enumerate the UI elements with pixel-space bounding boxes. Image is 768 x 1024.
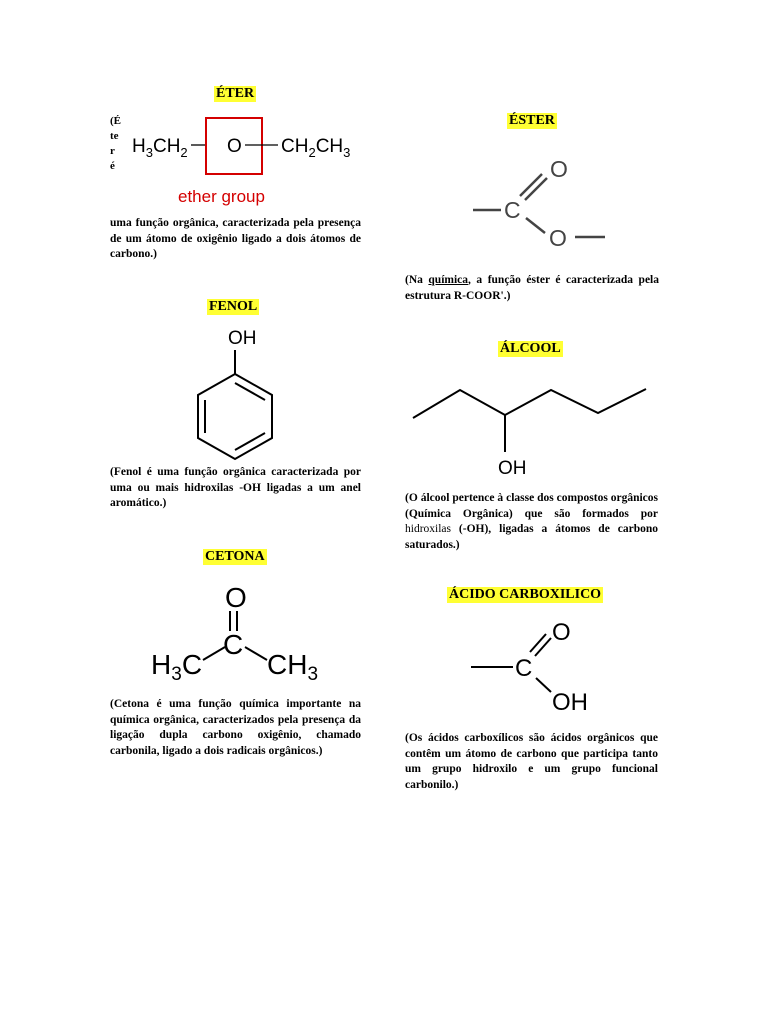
ester-title: ÉSTER xyxy=(509,113,555,128)
ketone-oxygen: O xyxy=(225,582,247,613)
cetona-description: (Cetona é uma função química importante na química orgânica, caracterizados pela presença da ligação dupla carbono oxigênio, chamado carbonila, ligado a dois radicais orgânicos.) xyxy=(110,698,361,757)
ether-oxygen: O xyxy=(227,136,242,157)
acid-hydroxyl: OH xyxy=(552,689,588,716)
ketone-structure-diagram xyxy=(145,581,330,685)
acid-carbonyl-oxygen: O xyxy=(552,619,571,646)
alcohol-structure-diagram xyxy=(408,382,658,482)
fenol-description: (Fenol é uma função orgânica caracterizada por uma ou mais hidroxilas -OH ligadas a um anel aromático.) xyxy=(110,466,361,509)
ether-right-group: $CH_2CH_3$ xyxy=(281,136,351,160)
ketone-right-methyl: $CH_3$ xyxy=(267,649,319,685)
ester-description: (Na química, a função éster é caracterizada pela estrutura R-COOR'.) xyxy=(405,274,659,302)
ketone-carbon: C xyxy=(223,629,244,660)
ether-structure-diagram xyxy=(126,110,351,210)
eter-truncated-text: (É te r é xyxy=(110,115,121,172)
ether-group-caption: ether group xyxy=(178,187,265,206)
acido-title: ÁCIDO CARBOXILICO xyxy=(449,587,602,602)
alcool-title: ÁLCOOL xyxy=(500,341,561,356)
ester-carbonyl-oxygen: O xyxy=(550,156,568,182)
ester-structure-diagram xyxy=(465,150,615,260)
acido-description: (Os ácidos carboxílicos são ácidos orgânicos que contêm um átomo de carbono que participa tanto um grupo hidroxilo e um grupo funcional carbonilo.) xyxy=(405,732,658,791)
eter-description: uma função orgânica, caracterizada pela presença de um átomo de oxigênio ligado a dois átomos de carbono.) xyxy=(110,217,361,260)
eter-title: ÉTER xyxy=(216,86,255,101)
ether-left-group: $H_3CH_2$ xyxy=(132,136,188,160)
ester-carbon: C xyxy=(504,197,521,223)
fenol-title: FENOL xyxy=(209,299,258,314)
phenol-structure-diagram xyxy=(183,326,293,461)
alcool-description: (O álcool pertence à classe dos compostos orgânicos (Química Orgânica) que são formados por hidroxilas (-OH), ligadas a átomos de carbono saturados.) xyxy=(405,492,658,551)
acid-carbon: C xyxy=(515,655,533,682)
carboxylic-acid-structure-diagram xyxy=(465,616,625,716)
cetona-title: CETONA xyxy=(205,549,265,564)
phenol-hydroxyl: OH xyxy=(228,328,257,349)
quimica-link[interactable]: química xyxy=(428,274,469,286)
ester-ether-oxygen: O xyxy=(549,225,567,251)
ketone-left-methyl: $H_3C$ xyxy=(151,649,203,685)
alcohol-hydroxyl: OH xyxy=(498,458,527,479)
